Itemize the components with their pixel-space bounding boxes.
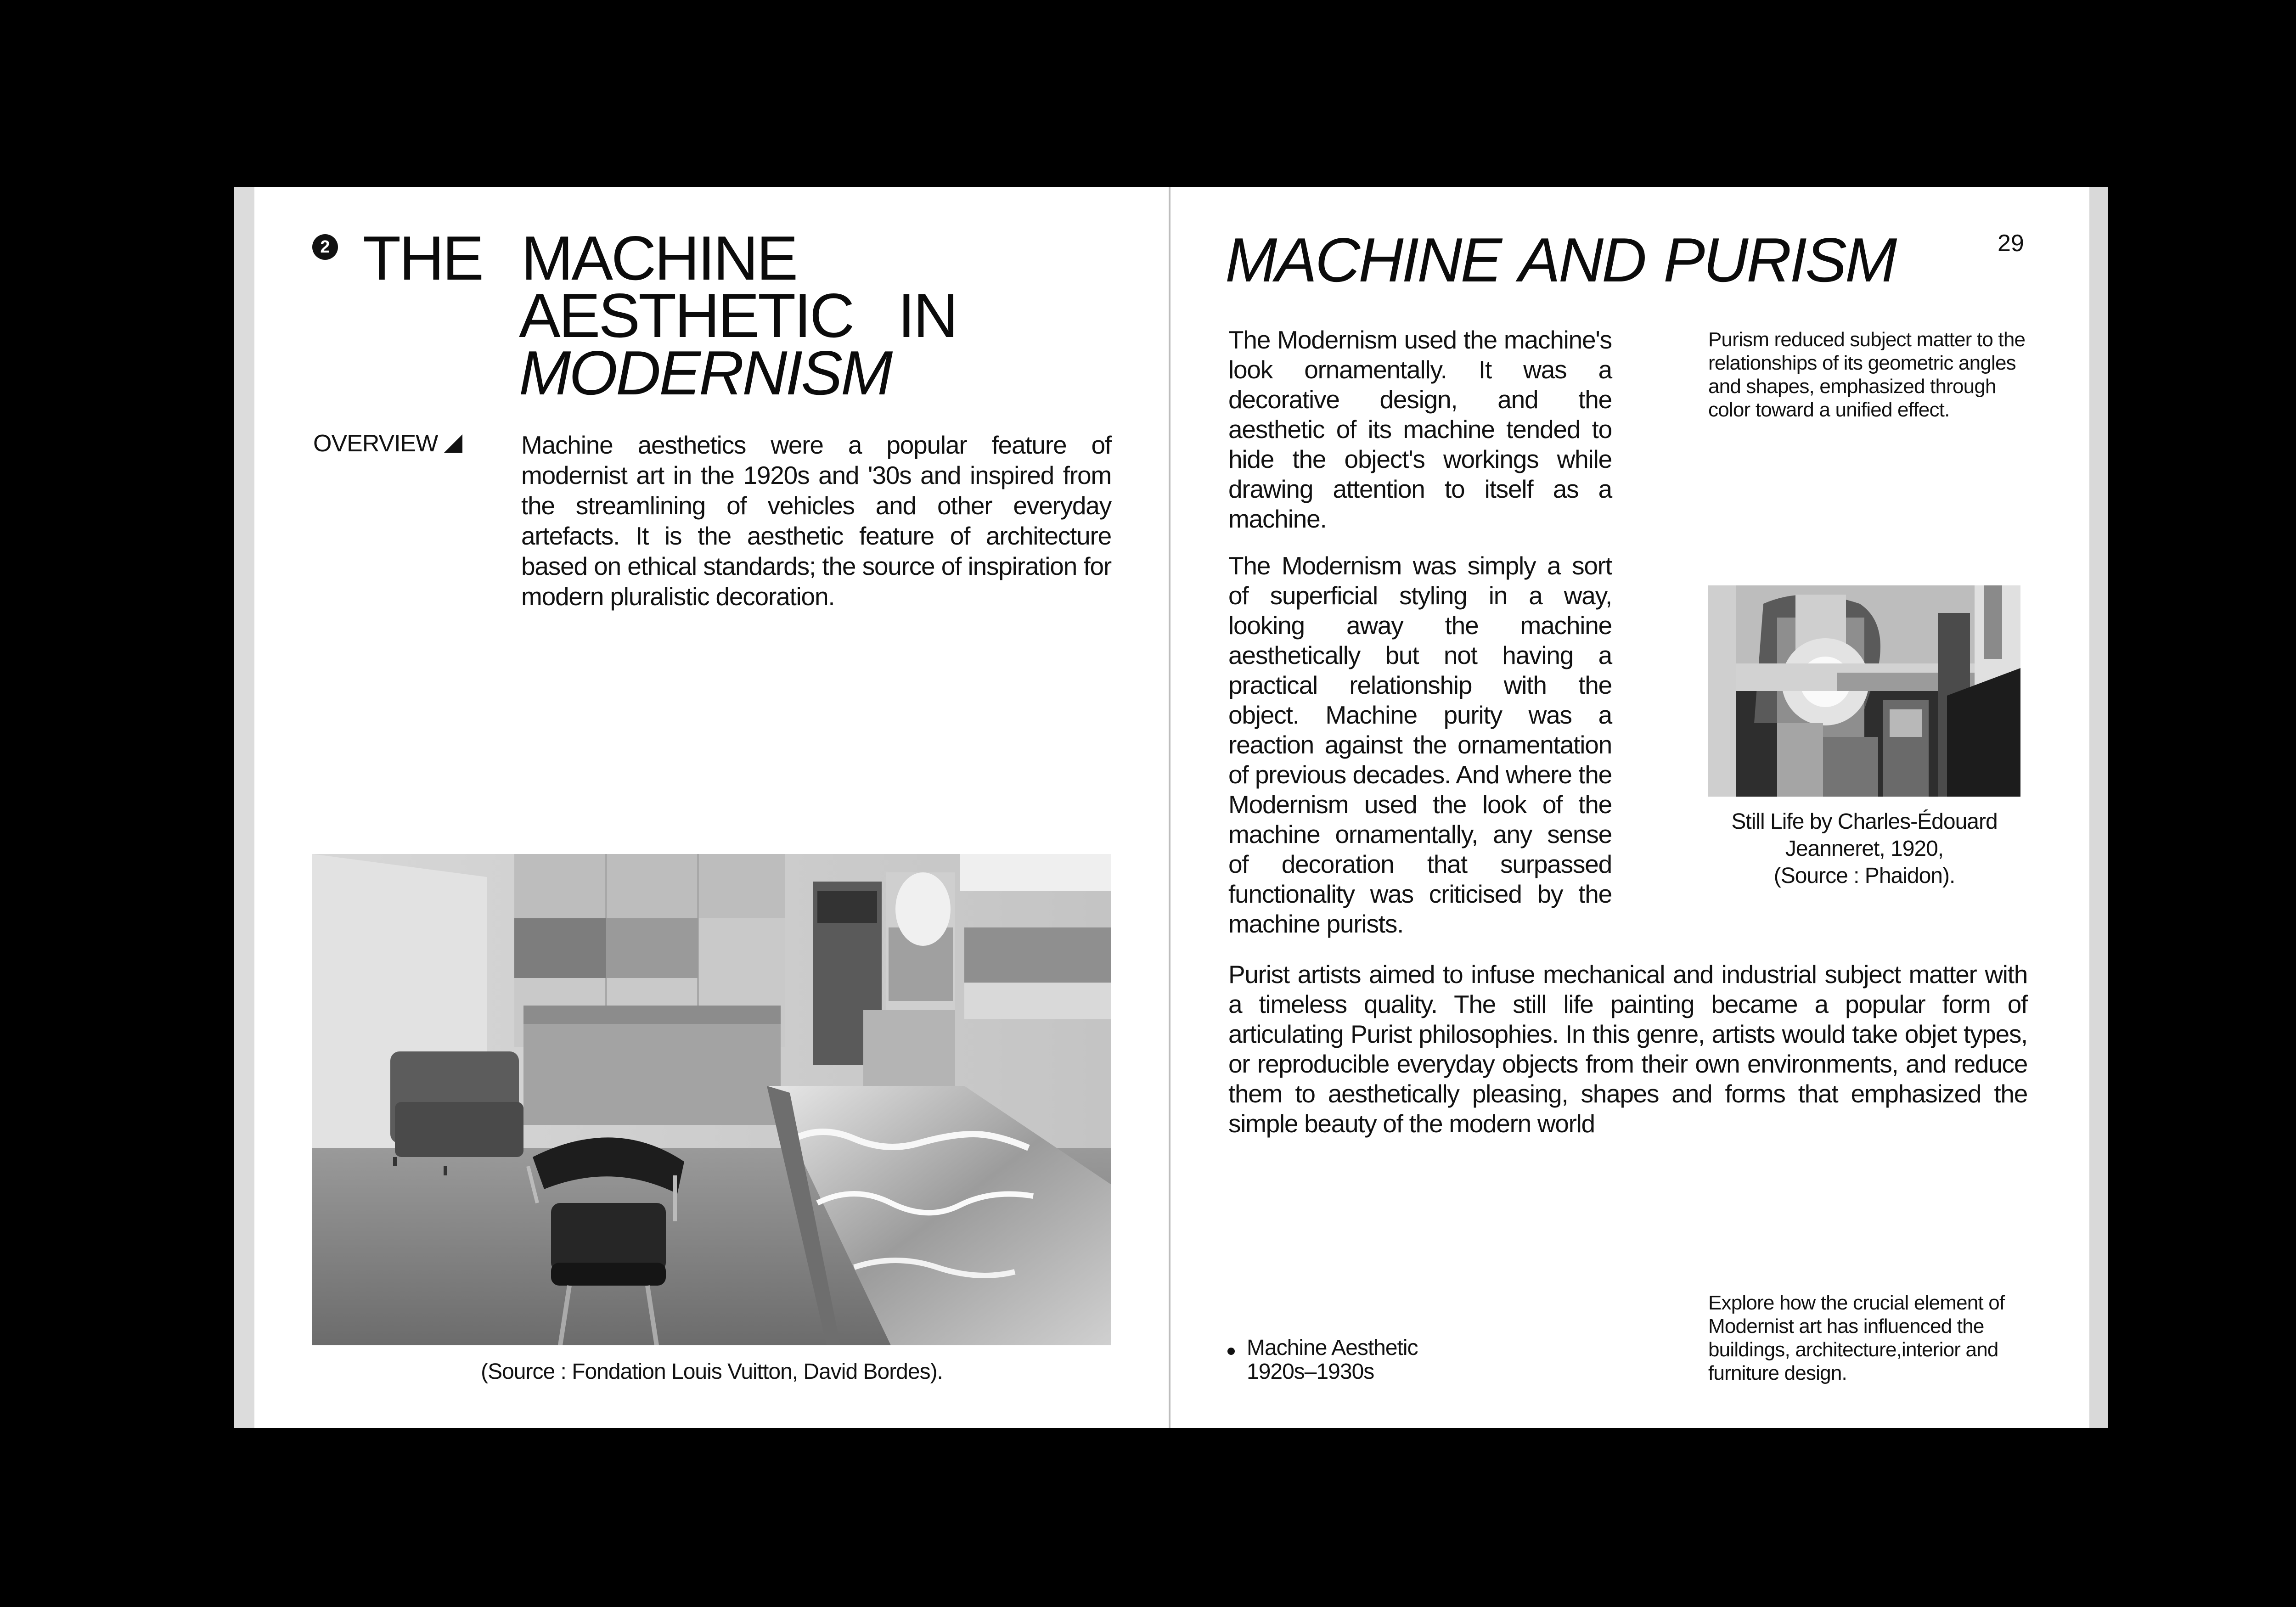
painting-caption-line: Still Life by Charles-Édouard xyxy=(1731,809,1998,834)
overview-paragraph: Machine aesthetics were a popular feature of modernist art in the 1920s and '30s and inspired from the streamlining of vehicles and other everyday artefacts. It is the aesthetic feature of architecture based on ethical standards; the source of inspiration for modern pluralistic decoration. xyxy=(521,431,1111,611)
bullet-years: 1920s–1930s xyxy=(1247,1360,1374,1384)
title-word: IN xyxy=(898,281,957,350)
still-life-illustration xyxy=(1708,585,2020,797)
chapter-number-badge: 2 xyxy=(312,234,338,260)
book-gutter xyxy=(1169,187,1171,1428)
title-word: AND xyxy=(1519,225,1645,295)
explore-note: Explore how the crucial element of Modernist art has influenced the buildings, architecture,interior and furniture design. xyxy=(1708,1292,2005,1384)
paragraph-purist-artists: Purist artists aimed to infuse mechanical and industrial subject matter with a timeless quality. The still life painting became a popular form of articulating Purist philosophies. In this genre, artists would take objet types, or reproducible everyday objects from their own environments, and reduce them to aesthetically pleasing, shapes and forms that emphasized the simple beauty of the modern world xyxy=(1228,960,2027,1138)
title-word: PURISM xyxy=(1663,225,1896,295)
still-life-painting xyxy=(1708,585,2020,797)
page-number: 29 xyxy=(1998,230,2024,257)
triangle-arrow-icon xyxy=(444,434,462,453)
bullet-title: Machine Aesthetic xyxy=(1247,1336,1418,1360)
purism-side-note: Purism reduced subject matter to the relationships of its geometric angles and shapes, emphasized through color toward a unified effect. xyxy=(1708,328,2026,421)
page-edge-left xyxy=(234,187,254,1428)
interior-photo-illustration xyxy=(312,854,1111,1345)
bullet-item xyxy=(1247,1336,1418,1384)
paragraph-superficial-styling: The Modernism was simply a sort of superficial styling in a way, looking away the machine aesthetically but not having a practical relationship with the object. Machine purity was a reaction against the ornamentation of previous decades. And where the Modernism used the look of the machine ornamentally, any sense of decoration that surpassed functionality was criticised by the machine purists. xyxy=(1228,551,1612,938)
bullet-dot-icon xyxy=(1227,1348,1235,1355)
photo-caption: (Source : Fondation Louis Vuitton, David Bordes). xyxy=(481,1360,943,1384)
painting-caption-line: Jeanneret, 1920, xyxy=(1785,837,1944,861)
interior-photo xyxy=(312,854,1111,1345)
right-page-title xyxy=(1225,224,1913,296)
title-word: AESTHETIC xyxy=(519,281,853,350)
title-word: THE xyxy=(363,223,482,293)
overview-text: OVERVIEW xyxy=(313,430,438,457)
title-word: MACHINE xyxy=(1225,225,1501,295)
title-word: MODERNISM xyxy=(519,338,891,408)
title-word: MACHINE xyxy=(521,223,797,293)
page-edge-right xyxy=(2089,187,2108,1428)
painting-caption-line: (Source : Phaidon). xyxy=(1773,864,1955,888)
painting-caption xyxy=(1699,808,2030,889)
paragraph-machine-look: The Modernism used the machine's look ornamentally. It was a decorative design, and the aesthetic of its machine tended to hide the object's workings while drawing attention to itself as a machine. xyxy=(1228,326,1612,533)
overview-label xyxy=(313,430,462,457)
